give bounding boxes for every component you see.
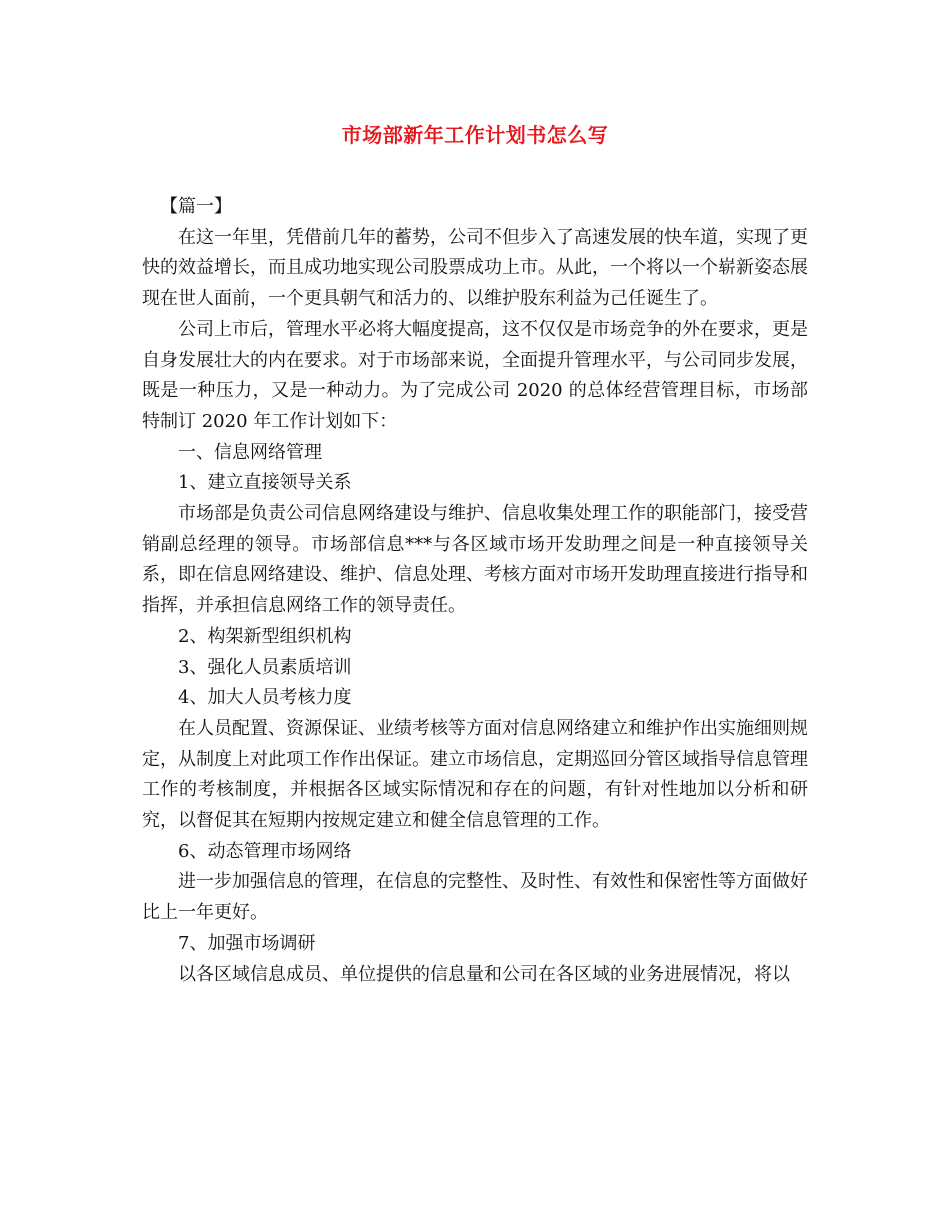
item-1-paragraph: 市场部是负责公司信息网络建设与维护、信息收集处理工作的职能部门，接受营销副总经理的领导。市场部信息***与各区域市场开发助理之间是一种直接领导关系，即在信息网络建设、维护、信息处理、考核方面对市场开发助理直接进行指导和指挥，并承担信息网络工作的领导责任。	[142, 503, 808, 617]
item-7-heading: 7、加强市场调研	[178, 932, 316, 954]
section-marker: 【篇一】	[160, 196, 232, 217]
item-7-paragraph: 以各区域信息成员、单位提供的信息量和公司在各区域的业务进展情况，将以	[178, 963, 790, 985]
document-body	[142, 192, 808, 990]
paragraph-intro: 在这一年里，凭借前几年的蓄势，公司不但步入了高速发展的快车道，实现了更快的效益增长，而且成功地实现公司股票成功上市。从此，一个将以一个崭新姿态展现在世人面前，一个更具朝气和活力的、以维护股东利益为己任诞生了。	[142, 226, 808, 310]
item-4-heading: 4、加大人员考核力度	[178, 687, 352, 709]
item-6-heading: 6、动态管理市场网络	[178, 840, 352, 862]
item-3-heading: 3、强化人员素质培训	[178, 656, 352, 678]
item-4-paragraph: 在人员配置、资源保证、业绩考核等方面对信息网络建立和维护作出实施细则规定，从制度上对此项工作作出保证。建立市场信息，定期巡回分管区域指导信息管理工作的考核制度，并根据各区域实际情况和存在的问题，有针对性地加以分析和研究，以督促其在短期内按规定建立和健全信息管理的工作。	[142, 717, 808, 832]
heading-info-network: 一、信息网络管理	[178, 441, 322, 463]
item-2-heading: 2、构架新型组织机构	[178, 625, 352, 647]
paragraph-listing: 公司上市后，管理水平必将大幅度提高，这不仅仅是市场竞争的外在要求，更是自身发展壮大的内在要求。对于市场部来说，全面提升管理水平，与公司同步发展，既是一种压力，又是一种动力。为了完成公司 2020 的总体经营管理目标，市场部特制订 2020 年工作计划如下：	[142, 318, 808, 432]
item-6-paragraph: 进一步加强信息的管理，在信息的完整性、及时性、有效性和保密性等方面做好比上一年更好。	[142, 871, 808, 924]
document-title: 市场部新年工作计划书怎么写	[341, 123, 609, 147]
item-1-heading: 1、建立直接领导关系	[178, 472, 352, 494]
